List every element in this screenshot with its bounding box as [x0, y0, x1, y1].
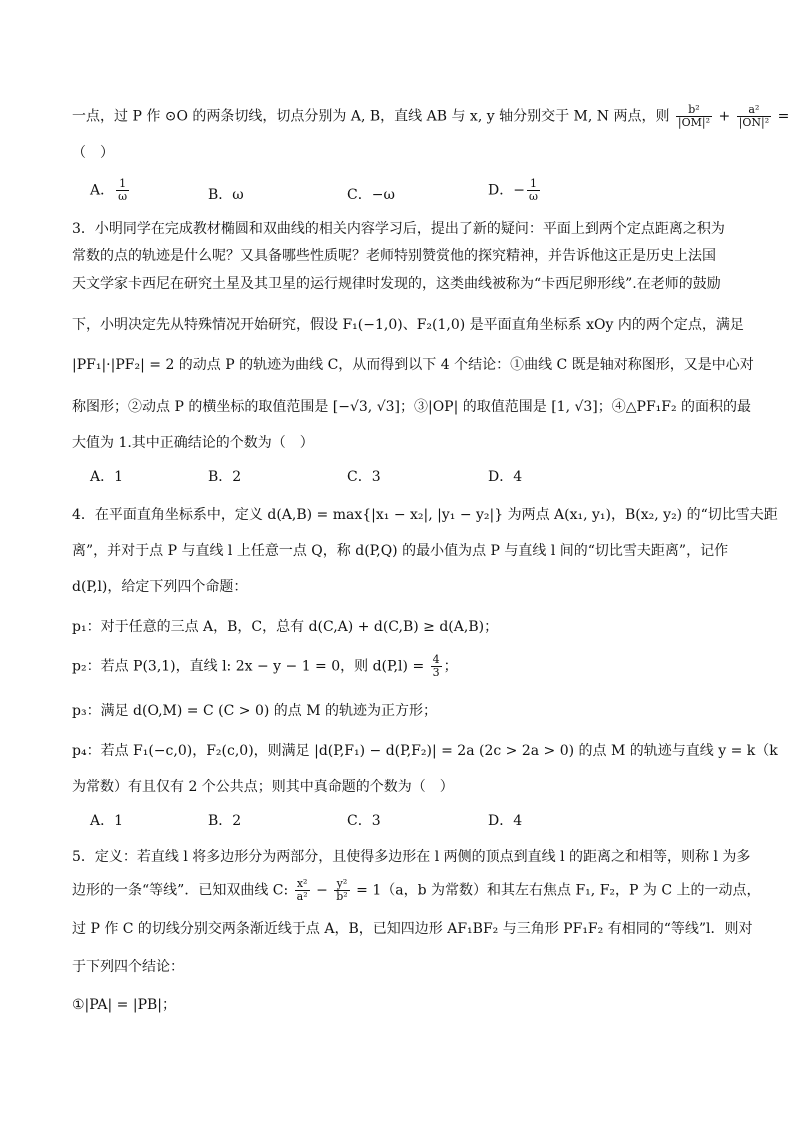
q2-fraction-2: $\frac{\text{a²}}{\text{|ON|²}}$ — [738, 103, 770, 129]
q4-proposition-p4-line-2: 为常数）有且仅有 2 个公共点；则其中真命题的个数为（ ） — [72, 779, 454, 795]
q5-line-2: 边形的一条“等线”．已知双曲线 C: $\frac{\text{x²}}{\text{a²}}$ − $\frac{\text{y²}}{\text{b²}}$ = 1（a，b 为常数）和其左右焦点 F₁, F₂，P 为 C 上的一动点， — [72, 877, 761, 903]
q4-option-c: C．3 — [347, 813, 381, 829]
q4-line-1: 4．在平面直角坐标系中，定义 d(A,B) = max{|x₁ − x₂|, |y₁ − y₂|} 为两点 A(x₁, y₁)，B(x₂, y₂) 的“切比雪夫距 — [72, 507, 778, 523]
q2-option-d: D．− $\frac{1}{\omega}$ — [488, 177, 538, 203]
q4-option-d: D．4 — [488, 813, 523, 829]
q3-option-a: A．1 — [90, 469, 124, 485]
q3-line-7: 大值为 1.其中正确结论的个数为（ ） — [72, 435, 314, 451]
q3-option-b: B．2 — [208, 469, 242, 485]
q4-options — [90, 810, 730, 832]
q4-p2-fraction: $\frac{4}{3}$ — [432, 653, 440, 679]
q2-option-c: C．−ω — [347, 187, 395, 203]
q4-option-b: B．2 — [208, 813, 242, 829]
q4-line-2: 离”，并对于点 P 与直线 l 上任意一点 Q，称 d(P,Q) 的最小值为点 P 与直线 l 间的“切比雪夫距离”，记作 — [72, 543, 729, 559]
q2-text-1: 一点，过 P 作 ⊙O 的两条切线，切点分别为 A, B，直线 AB 与 x, y 轴分别交于 M, N 两点，则 — [72, 108, 670, 125]
q3-line-2: 常数的点的轨迹是什么呢？又具备哪些性质呢？老师特别赞赏他的探究精神，并告诉他这正是历史上法国 — [72, 248, 716, 264]
q3-option-c: C．3 — [347, 469, 381, 485]
q4-option-a: A．1 — [90, 813, 124, 829]
q5-conclusion-1: ①|PA| = |PB|； — [72, 997, 177, 1013]
q2-option-a: A． $\frac{1}{\omega}$ — [90, 177, 128, 203]
q4-proposition-p1: p₁：对于任意的三点 A，B，C，总有 d(C,A) + d(C,B) ≥ d(A,B)； — [72, 619, 499, 635]
q5-line-4: 于下列四个结论： — [72, 959, 184, 975]
q3-line-1: 3．小明同学在完成教材椭圆和双曲线的相关内容学习后，提出了新的疑问：平面上到两个定点距离之积为 — [72, 221, 725, 237]
q3-line-6: 称图形；②动点 P 的横坐标的取值范围是 [−√3, √3]；③|OP| 的取值范围是 [1, √3]；④△PF₁F₂ 的面积的最 — [72, 399, 752, 415]
q2-fraction-1: $\frac{\text{b²}}{\text{|OM|²}}$ — [677, 103, 711, 129]
q4-proposition-p4-line-1: p₄：若点 F₁(−c,0)，F₂(c,0)，则满足 |d(P,F₁) − d(P,F₂)| = 2a (2c > 2a > 0) 的点 M 的轨迹与直线 y = k（k — [72, 743, 778, 759]
q5-x-fraction: $\frac{\text{x²}}{\text{a²}}$ — [296, 877, 308, 903]
q2-option-b: B．ω — [208, 187, 244, 203]
q5-y-fraction: $\frac{\text{y²}}{\text{b²}}$ — [336, 877, 348, 903]
q4-line-3: d(P,l)，给定下列四个命题： — [72, 579, 248, 595]
q3-line-3: 天文学家卡西尼在研究土星及其卫星的运行规律时发现的，这类曲线被称为“卡西尼卵形线”.在老师的鼓励 — [72, 276, 721, 292]
q2-equals: = — [777, 108, 790, 125]
q2-line-2: （ ） — [72, 145, 114, 161]
q2-line-1 — [72, 103, 790, 129]
q2-plus: + — [718, 108, 731, 125]
q2-option-a-fraction: $\frac{1}{\omega}$ — [118, 177, 128, 203]
q2-option-d-fraction: $\frac{1}{\omega}$ — [528, 177, 538, 203]
q4-proposition-p3: p₃：满足 d(O,M) = C (C > 0) 的点 M 的轨迹为正方形； — [72, 703, 438, 719]
q5-line-3: 过 P 作 C 的切线分别交两条渐近线于点 A，B，已知四边形 AF₁BF₂ 与三角形 PF₁F₂ 有相同的“等线”l．则对 — [72, 921, 753, 937]
q3-option-d: D．4 — [488, 469, 523, 485]
q5-line-1: 5．定义：若直线 l 将多边形分为两部分，且使得多边形在 l 两侧的顶点到直线 l 的距离之和相等，则称 l 为多 — [72, 849, 751, 865]
q3-options — [90, 466, 730, 488]
q4-proposition-p2: p₂：若点 P(3,1)，直线 l: 2x − y − 1 = 0，则 d(P,l) = $\frac{4}{3}$ ； — [72, 653, 458, 679]
q3-line-4: 下，小明决定先从特殊情况开始研究，假设 F₁(−1,0)、F₂(1,0) 是平面直角坐标系 xOy 内的两个定点，满足 — [72, 317, 744, 333]
q3-line-5: |PF₁|·|PF₂| = 2 的动点 P 的轨迹为曲线 C，从而得到以下 4 个结论：①曲线 C 既是轴对称图形，又是中心对 — [72, 357, 754, 373]
q2-options — [90, 178, 730, 212]
